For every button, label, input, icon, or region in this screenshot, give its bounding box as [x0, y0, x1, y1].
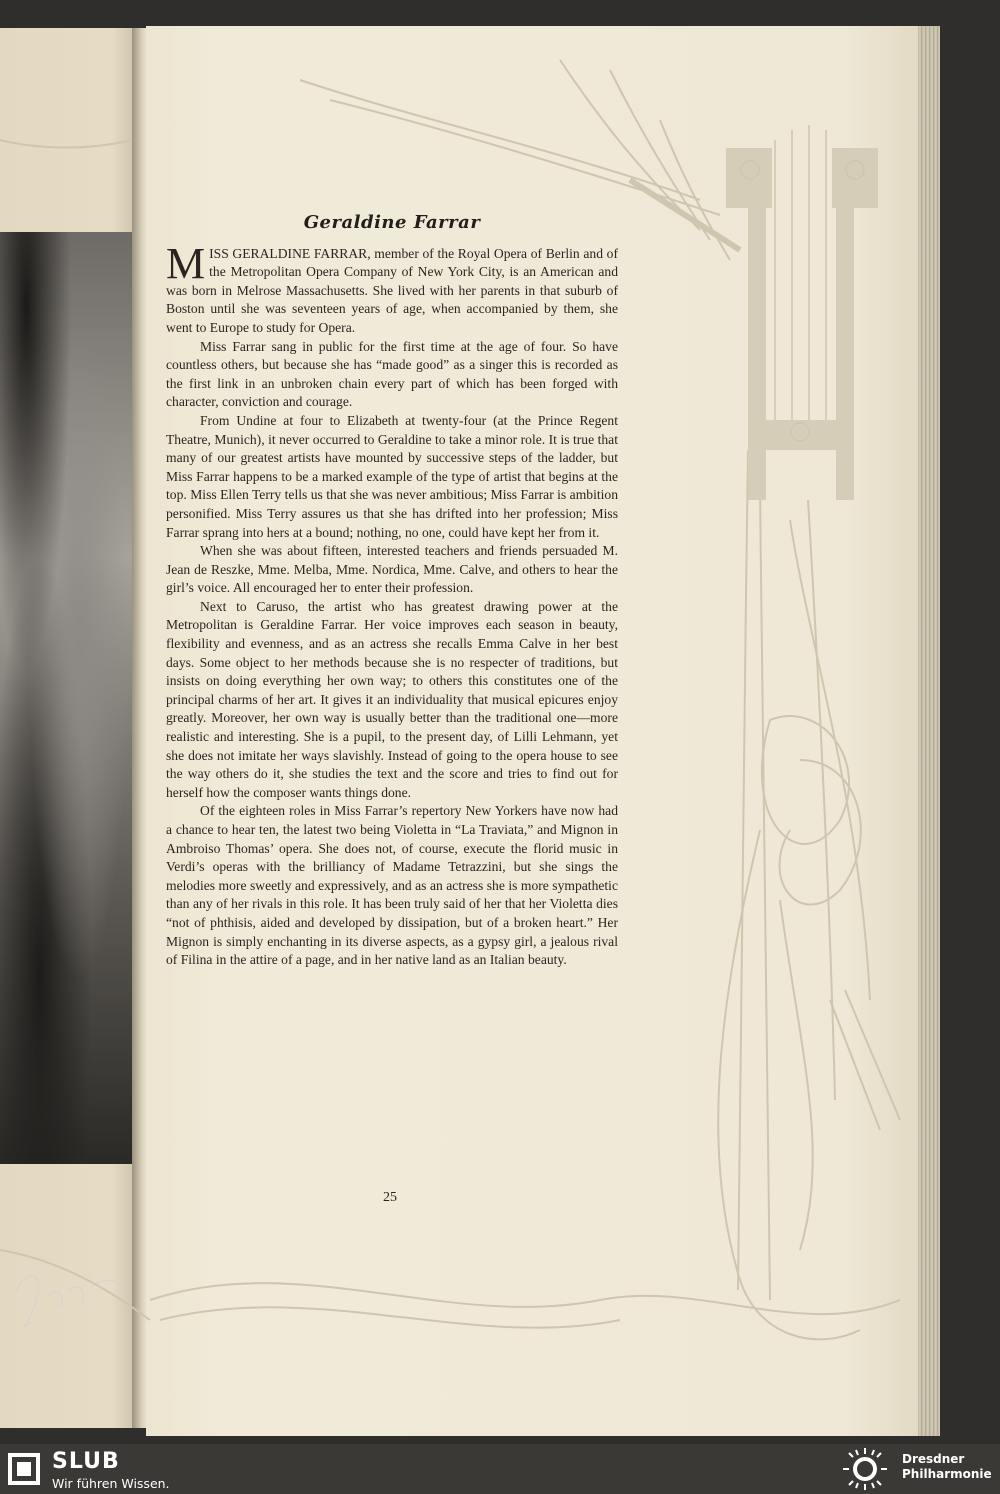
drop-cap: M [166, 238, 206, 288]
partner-name-line-1: Dresdner [902, 1452, 965, 1466]
article-text-block [166, 214, 618, 970]
philharmonie-sun-icon[interactable] [840, 1446, 890, 1492]
article-paragraph-3: From Undine at four to Elizabeth at twenty-four (at the Prince Regent Theatre, Munich), it never occurred to Geraldine to take a minor role. It is true that many of our greatest artists have mounted by successive steps of the ladder, but Miss Farrar happens to be a marked example of the type of artist that begins at the top. Miss Ellen Terry tells us that she was never ambitious; Miss Farrar is ambition personified. Miss Terry assures us that she has drifted into her profession; Miss Farrar sprang into hers at a bound; nothing, no one, could have kept her from it. [166, 412, 618, 540]
library-tagline: Wir führen Wissen. [52, 1476, 170, 1491]
slub-logo-icon[interactable] [8, 1453, 40, 1485]
partner-name-line-2: Philharmonie [902, 1467, 992, 1481]
paragraph-text: ISS GERALDINE FARRAR, member of the Royal Opera of Berlin and of the Metropolitan Opera Company of New York City, is an American and was born in Melrose Massachusetts. She lived with her parents in that suburb of Boston until she was seventeen years of age, when accompanied by them, she went to Europe to study for Opera. [166, 245, 618, 335]
partner-name[interactable] [902, 1452, 998, 1482]
article-paragraph-5: Next to Caruso, the artist who has greatest drawing power at the Metropolitan is Geraldine Farrar. Her voice improves each season in beauty, flexibility and evenness, and as an actress she recalls Emma Calve in her best days. Some object to her methods because she is no respecter of traditions, but insists on doing everything her own way; to others this constitutes one of the principal charms of her art. It gives it an individuality that musical epicures enjoy greatly. Moreover, her own way is usually better than the traditional one—more realistic and interesting. She is a pupil, to the present day, of Lilli Lehmann, yet she does not imitate her ways slavishly. Instead of going to the opera house to see the way others do it, she studies the text and the score and tries to find out for herself how the composer wants things done. [166, 598, 618, 800]
article-paragraph-1 [166, 238, 618, 338]
article-paragraph-4: When she was about fifteen, interested teachers and friends persuaded M. Jean de Reszke, Mme. Melba, Mme. Nordica, Mme. Calve, and others to hear the girl’s voice. All encouraged her to enter their profession. [166, 543, 618, 596]
viewer-footer-bar [0, 1444, 1000, 1494]
page-number: 25 [383, 1190, 397, 1205]
article-title: Geraldine Farrar [303, 212, 481, 233]
article-paragraph-2: Miss Farrar sang in public for the first time at the age of four. So have countless others, but because she has “made good” as a singer this is recorded as the first link in an unbroken chain every part of which has been forged with character, conviction and courage. [166, 338, 618, 410]
article-paragraph-6: Of the eighteen roles in Miss Farrar’s repertory New Yorkers have now had a chance to hear ten, the latest two being Violetta in “La Traviata,” and Mignon in Ambroiso Thomas’ opera. She does not, of course, execute the florid music in Verdi’s operas with the brilliancy of Madame Tetrazzini, but she sings the melodies more sweetly and expressively, and as an actress she is more sympathetic than any of her rivals in this role. It has been truly said of her that her Violetta dies “not of phthisis, aided and developed by dissipation, but of a broken heart.” Her Mignon is simply enchanting in its diverse aspects, as a gypsy girl, a jealous rival of Filina in the attire of a page, and in her native land as an Italian beauty. [166, 803, 618, 968]
library-name[interactable]: SLUB [52, 1449, 120, 1474]
